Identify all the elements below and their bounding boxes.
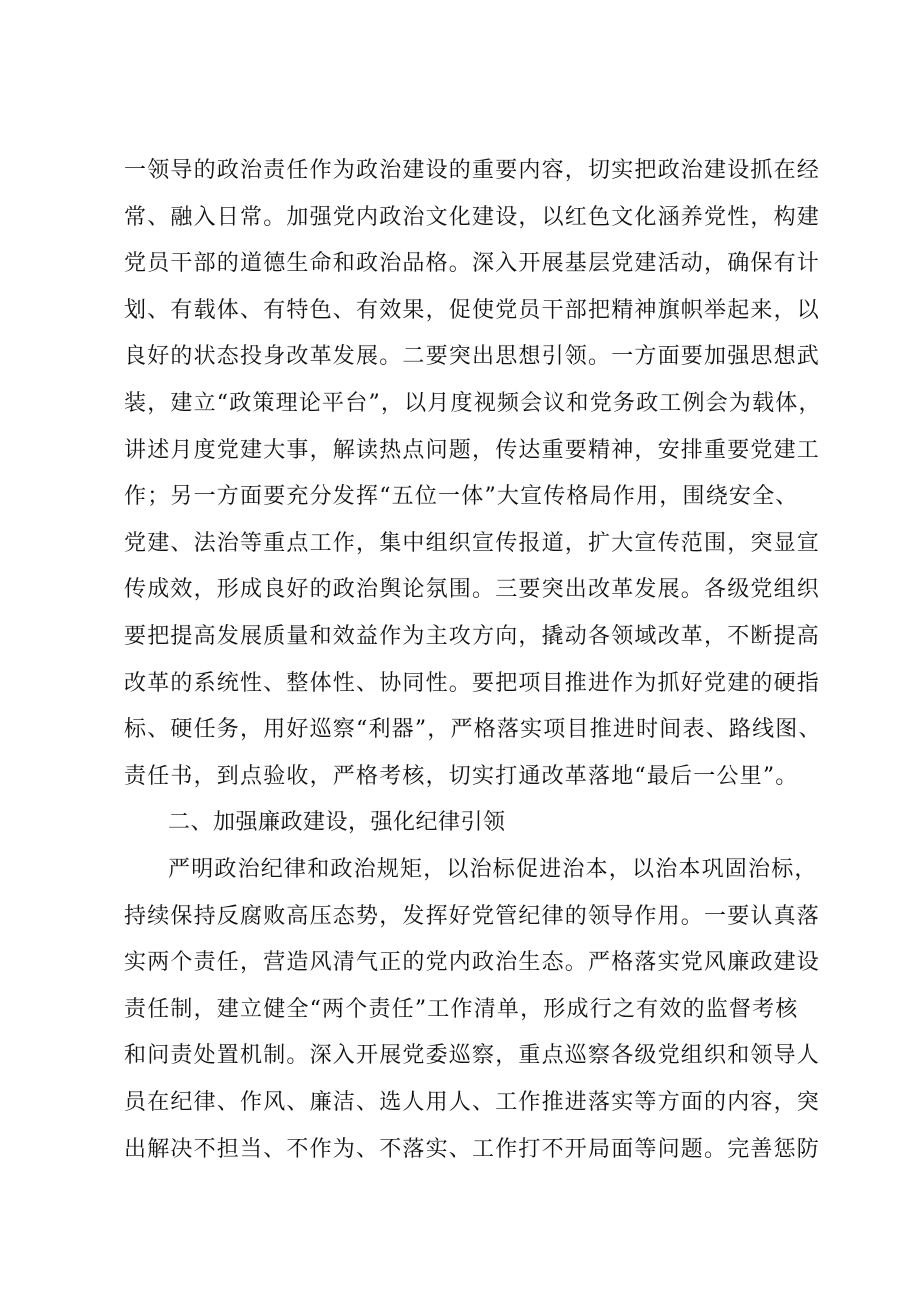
text-line: 党员干部的道德生命和政治品格。深入开展基层党建活动，确保有计 [124,251,821,277]
text-line: 作；另一方面要充分发挥“五位一体”大宣传格局作用，围绕安全、 [124,484,799,510]
text-line: 出解决不担当、不作为、不落实、工作打不开局面等问题。完善惩防 [124,1136,821,1162]
section-heading: 二、加强廉政建设，强化纪律引领 [168,810,506,836]
text-line: 要把提高发展质量和效益作为主攻方向，撬动各领域改革，不断提高 [124,624,821,649]
text-line: 严明政治纪律和政治规矩，以治标促进治本，以治本巩固治标， [168,857,818,882]
text-line: 装，建立“政策理论平台”，以月度视频会议和党务政工例会为载体， [124,391,822,416]
text-line: 传成效，形成良好的政治舆论氛围。三要突出改革发展。各级党组织 [124,577,821,603]
text-line: 实两个责任，营造风清气正的党内政治生态。严格落实党风廉政建设 [124,950,821,976]
text-line: 一领导的政治责任作为政治建设的重要内容，切实把政治建设抓在经 [124,158,821,183]
text-line: 标、硬任务，用好巡察“利器”，严格落实项目推进时间表、路线图、 [124,717,822,743]
text-line: 持续保持反腐败高压态势，发挥好党管纪律的领导作用。一要认真落 [124,903,821,929]
text-line: 责任书，到点验收，严格考核，切实打通改革落地“最后一公里”。 [124,763,799,789]
text-line: 讲述月度党建大事，解读热点问题，传达重要精神，安排重要党建工 [124,437,821,463]
text-line: 划、有载体、有特色、有效果，促使党员干部把精神旗帜举起来，以 [124,297,821,323]
text-line: 责任制，建立健全“两个责任”工作清单，形成行之有效的监督考核 [124,996,799,1022]
text-line: 改革的系统性、整体性、协同性。要把项目推进作为抓好党建的硬指 [124,670,821,696]
text-line: 员在纪律、作风、廉洁、选人用人、工作推进落实等方面的内容，突 [124,1090,821,1115]
text-line: 良好的状态投身改革发展。二要突出思想引领。一方面要加强思想武 [124,344,821,370]
text-line: 党建、法治等重点工作，集中组织宣传报道，扩大宣传范围，突显宣 [124,530,821,556]
text-line: 和问责处置机制。深入开展党委巡察，重点巡察各级党组织和领导人 [124,1043,821,1069]
text-line: 常、融入日常。加强党内政治文化建设，以红色文化涵养党性，构建 [124,204,821,230]
